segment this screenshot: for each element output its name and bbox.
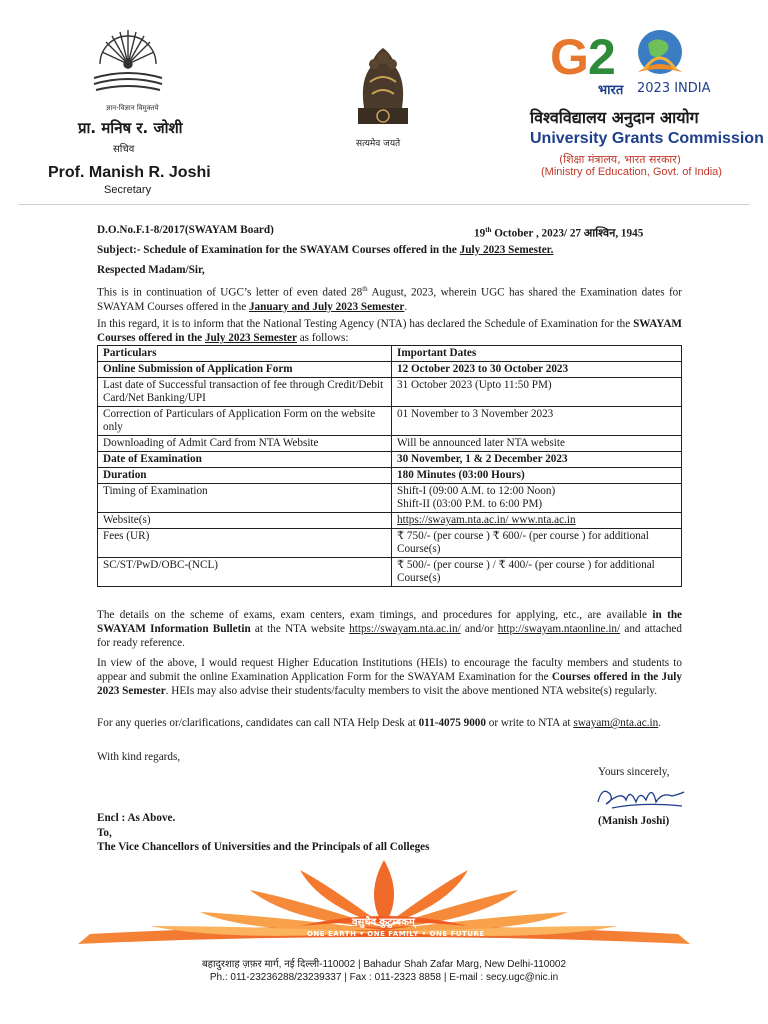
table-cell: Duration bbox=[98, 468, 392, 484]
table-cell: Date of Examination bbox=[98, 452, 392, 468]
table-row bbox=[98, 529, 682, 558]
table-cell: 30 November, 1 & 2 December 2023 bbox=[392, 452, 682, 468]
table-cell: Online Submission of Application Form bbox=[98, 362, 392, 378]
ugc-name: University Grants Commission bbox=[530, 130, 764, 147]
svg-text:G: G bbox=[550, 29, 589, 80]
table-cell bbox=[392, 484, 682, 513]
table-cell: Timing of Examination bbox=[98, 484, 392, 513]
table-row bbox=[98, 436, 682, 452]
table-row bbox=[98, 558, 682, 587]
table-row bbox=[98, 407, 682, 436]
secretary-role: Secretary bbox=[104, 184, 152, 196]
table-header-cell: Particulars bbox=[98, 346, 392, 362]
letter-date: 19th October , 2023/ 27 आश्विन, 1945 bbox=[474, 226, 644, 240]
ugc-logo bbox=[88, 20, 168, 102]
shift-2: Shift-II (03:00 P.M. to 6:00 PM) bbox=[397, 498, 543, 510]
nta-online-link[interactable]: http://swayam.ntaonline.in/ bbox=[497, 623, 621, 635]
email-link[interactable]: swayam@nta.ac.in bbox=[573, 717, 659, 729]
svg-text:2: 2 bbox=[588, 29, 616, 80]
table-cell: 12 October 2023 to 30 October 2023 bbox=[392, 362, 682, 378]
emblem-motto: सत्यमेव जयते bbox=[356, 139, 401, 149]
open-book-icon bbox=[94, 73, 162, 90]
g20-year: 2023 INDIA bbox=[637, 81, 711, 96]
reference-number: D.O.No.F.1-8/2017(SWAYAM Board) bbox=[97, 224, 274, 236]
table-cell: ₹ 750/- (per course ) ₹ 600/- (per course ) for additional Course(s) bbox=[392, 529, 682, 558]
to-label: To, bbox=[97, 827, 112, 839]
table-cell: Downloading of Admit Card from NTA Website bbox=[98, 436, 392, 452]
signatory-name: (Manish Joshi) bbox=[598, 815, 670, 827]
paragraph-2: In this regard, it is to inform that the National Testing Agency (NTA) has declared the Schedule of Examination for the SWAYAM Courses offered in the July 2023 Semester as follows: bbox=[97, 318, 682, 344]
salutation: Respected Madam/Sir, bbox=[97, 264, 205, 276]
table-row bbox=[98, 362, 682, 378]
secretary-name: Prof. Manish R. Joshi bbox=[48, 164, 211, 181]
signature bbox=[592, 780, 688, 812]
schedule-table bbox=[97, 345, 682, 587]
table-cell: Correction of Particulars of Application Form on the website only bbox=[98, 407, 392, 436]
table-cell: Website(s) bbox=[98, 513, 392, 529]
header-divider bbox=[18, 204, 750, 205]
table-cell: Will be announced later NTA website bbox=[392, 436, 682, 452]
ashoka-chakra-icon bbox=[100, 30, 156, 68]
table-row bbox=[98, 513, 682, 529]
footer-motto: वसुधैव कुटुम्बकम् bbox=[352, 917, 415, 928]
ministry-name: (Ministry of Education, Govt. of India) bbox=[541, 166, 722, 178]
enclosure: Encl : As Above. bbox=[97, 812, 176, 824]
table-cell: SC/ST/PwD/OBC-(NCL) bbox=[98, 558, 392, 587]
paragraph-5: For any queries or/clarifications, candidates can call NTA Help Desk at 011-4075 9000 or write to NTA at swayam@nta.ac.in. bbox=[97, 717, 661, 729]
footer-address: बहादुरशाह ज़फ़र मार्ग, नई दिल्ली-110002 | Bahadur Shah Zafar Marg, New Delhi-110002 bbox=[201, 959, 567, 970]
website-link[interactable]: https://swayam.nta.ac.in/ www.nta.ac.in bbox=[392, 513, 682, 529]
paragraph-1: This is in continuation of UGC’s letter of even dated 28th August, 2023, wherein UGC has shared the Examination dates for SWAYAM Courses offered in the January and July 2023 Semester. bbox=[97, 285, 682, 313]
table-cell: Fees (UR) bbox=[98, 529, 392, 558]
addressee: The Vice Chancellors of Universities and the Principals of all Colleges bbox=[97, 841, 430, 853]
national-emblem-icon bbox=[350, 42, 416, 134]
paragraph-4: In view of the above, I would request Higher Education Institutions (HEIs) to encourage the faculty members and students to appear and submit the online Examination Application Form for the SWAYAM Examination for the Courses offered in the July 2023 Semester. HEIs may also advise their students/faculty members to visit the above mentioned NTA website(s) regularly. bbox=[97, 657, 682, 697]
table-row bbox=[98, 468, 682, 484]
table-cell: 31 October 2023 (Upto 11:50 PM) bbox=[392, 378, 682, 407]
closing-yours: Yours sincerely, bbox=[598, 766, 670, 778]
table-header-row bbox=[98, 346, 682, 362]
closing-regards: With kind regards, bbox=[97, 751, 181, 763]
g20-bharat: भारत bbox=[598, 83, 624, 98]
table-row bbox=[98, 378, 682, 407]
footer-tagline: ONE EARTH • ONE FAMILY • ONE FUTURE bbox=[307, 930, 485, 938]
footer-contact: Ph.: 011-23236288/23239337 | Fax : 011-2323 8858 | E-mail : secy.ugc@nic.in bbox=[209, 972, 559, 983]
ministry-hindi: (शिक्षा मंत्रालय, भारत सरकार) bbox=[559, 153, 682, 166]
ugc-motto: ज्ञान-विज्ञान विमुक्तये bbox=[106, 104, 159, 112]
table-row bbox=[98, 484, 682, 513]
g20-logo bbox=[548, 26, 694, 80]
nta-link[interactable]: https://swayam.nta.ac.in/ bbox=[349, 623, 461, 635]
shift-1: Shift-I (09:00 A.M. to 12:00 Noon) bbox=[397, 485, 556, 497]
secretary-role-hindi: सचिव bbox=[113, 144, 135, 155]
table-header-cell: Important Dates bbox=[392, 346, 682, 362]
table-cell: 01 November to 3 November 2023 bbox=[392, 407, 682, 436]
letter-subject: Subject:- Schedule of Examination for the SWAYAM Courses offered in the July 2023 Semester. bbox=[97, 244, 554, 256]
ugc-name-hindi: विश्वविद्यालय अनुदान आयोग bbox=[530, 108, 699, 127]
paragraph-3: The details on the scheme of exams, exam centers, exam timings, and procedures for applying, etc., are available in the SWAYAM Information Bulletin at the NTA website https://swayam.nta.ac.in/ and/or http://swayam.ntaonline.in/ and attached for ready reference. bbox=[97, 609, 683, 649]
secretary-name-hindi: प्रा. मनिष र. जोशी bbox=[78, 119, 183, 137]
table-row bbox=[98, 452, 682, 468]
table-cell: ₹ 500/- (per course ) / ₹ 400/- (per course ) for additional Course(s) bbox=[392, 558, 682, 587]
table-cell: 180 Minutes (03:00 Hours) bbox=[392, 468, 682, 484]
table-cell: Last date of Successful transaction of fee through Credit/Debit Card/Net Banking/UPI bbox=[98, 378, 392, 407]
